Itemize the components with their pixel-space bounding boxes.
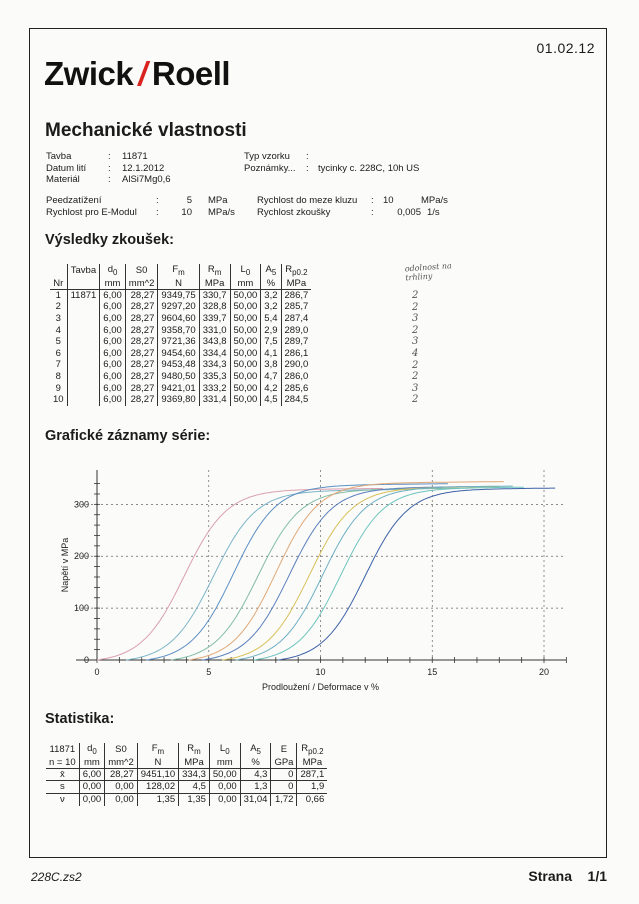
unit-cell: MPa (179, 757, 210, 769)
cell-nr: 2 (55, 301, 61, 313)
stats-row (46, 781, 327, 794)
cell-l0: 50,00 (230, 301, 261, 313)
col-header: $d_0$ (100, 264, 126, 278)
cell-l0: 50,00 (230, 394, 261, 406)
cell-fm: 9454,60 (158, 348, 199, 360)
cell-fm: 9453,48 (158, 359, 199, 371)
handwritten-mark: 4 (412, 347, 419, 359)
cell-fm: 9421,01 (158, 383, 199, 395)
cell-a5: 5,4 (261, 313, 281, 325)
cell-fm: 9604,60 (158, 313, 199, 325)
meta-label: Poznámky... (244, 162, 296, 174)
meta-value: 11871 (122, 151, 148, 162)
stats-cell: 28,27 (105, 768, 138, 781)
stats-table (46, 743, 327, 806)
y-tick-label: 0 (83, 655, 89, 665)
cell-a5: 4,1 (261, 348, 281, 360)
param-label: Rychlost zkoušky (257, 206, 331, 218)
x-tick-label: 5 (206, 667, 212, 677)
param-unit: MPa (208, 195, 228, 206)
unit-cell: mm^2 (105, 757, 138, 769)
stats-row-label: s (46, 781, 79, 794)
meta-value: 12.1.2012 (122, 162, 165, 174)
cell-rm: 328,8 (199, 301, 230, 313)
cell-a5: 7,5 (261, 336, 281, 348)
series-line-6 (202, 487, 486, 661)
col-header: $A_5$ (261, 264, 281, 278)
param-unit: 1/s (427, 206, 440, 218)
unit-cell: mm (100, 278, 126, 290)
stats-row-label: ν (46, 794, 79, 806)
stats-corner: n = 10 (49, 756, 76, 768)
cell-nr: 3 (55, 313, 61, 325)
cell-l0: 50,00 (230, 313, 261, 325)
param-unit: MPa/s (421, 195, 448, 206)
series-line-9 (254, 487, 524, 660)
param-label: Rychlost pro E-Modul (46, 206, 137, 218)
x-tick-label: 15 (427, 667, 438, 677)
cell-l0: 50,00 (230, 359, 261, 371)
cell-rm: 335,3 (199, 371, 230, 383)
cell-nr: 4 (55, 324, 61, 336)
cell-rp02: 289,7 (281, 336, 311, 348)
col-header: Nr (53, 277, 64, 289)
col-header: $d_0$ (79, 743, 105, 757)
col-header: $L_0$ (209, 743, 240, 757)
stats-cell: 1,35 (179, 794, 210, 806)
results-heading: Výsledky zkoušek: (45, 232, 174, 248)
cell-s0: 28,27 (125, 336, 158, 348)
handwritten-mark: 2 (412, 371, 419, 383)
unit-cell: N (137, 757, 178, 769)
handwritten-mark: 3 (412, 382, 419, 394)
cell-s0: 28,27 (125, 325, 158, 337)
cell-s0: 28,27 (125, 348, 158, 360)
col-header: $L_0$ (230, 264, 261, 278)
cell-nr: 1 (50, 289, 67, 301)
col-header: Tavba (67, 264, 100, 278)
stats-cell: 4,3 (240, 768, 271, 781)
report-date: 01.02.12 (536, 40, 595, 56)
stats-cell: 128,02 (137, 781, 178, 794)
stats-cell: 0,00 (105, 794, 138, 806)
cell-l0: 50,00 (230, 336, 261, 348)
unit-cell: MPa (199, 278, 230, 290)
meta-value: AlSi7Mg0,6 (122, 174, 171, 185)
cell-a5: 3,2 (261, 289, 281, 301)
x-axis-label: Prodloužení / Deformace v % (261, 682, 380, 692)
stats-cell: 1,72 (271, 794, 297, 806)
cell-rm: 334,4 (199, 348, 230, 360)
handwritten-mark: 3 (412, 336, 419, 348)
meta-label: Tavba (46, 151, 72, 162)
stats-row (46, 768, 327, 781)
cell-s0: 28,27 (125, 313, 158, 325)
series-line-8 (236, 486, 513, 660)
handwritten-mark: 2 (412, 324, 419, 336)
col-header: $R_m$ (179, 743, 210, 757)
cell-s0: 28,27 (125, 359, 158, 371)
cell-l0: 50,00 (230, 348, 261, 360)
cell-d0: 6,00 (100, 301, 126, 313)
cell-a5: 4,2 (261, 383, 281, 395)
stats-cell: 1,3 (240, 781, 271, 794)
cell-l0: 50,00 (230, 289, 261, 301)
cell-rp02: 286,7 (281, 289, 311, 301)
cell-l0: 50,00 (230, 371, 261, 383)
cell-fm: 9297,20 (158, 301, 199, 313)
handwritten-mark: 2 (412, 394, 419, 406)
logo-slash-icon: / (138, 55, 147, 92)
unit-cell: mm (79, 757, 105, 769)
x-tick-label: 10 (315, 667, 326, 677)
col-header: $R_{p0.2}$ (297, 743, 327, 757)
handwritten-header: odolnost na trhliny (404, 261, 453, 283)
cell-d0: 6,00 (100, 348, 126, 360)
meta-right: Typ vzorku : Poznámky... : tycinky c. 228C, 10h US (244, 151, 420, 174)
cell-fm: 9369,80 (158, 394, 199, 406)
cell-a5: 4,5 (261, 394, 281, 406)
stats-cell: 0 (271, 768, 297, 781)
param-label: Peedzatížení (46, 195, 102, 206)
col-header: S0 (125, 264, 158, 278)
stats-cell: 0,00 (79, 794, 105, 806)
cell-fm: 9721,36 (158, 336, 199, 348)
unit-cell: N (158, 278, 199, 290)
cell-rp02: 285,6 (281, 383, 311, 395)
cell-rp02: 286,1 (281, 348, 311, 360)
stats-cell: 50,00 (209, 768, 240, 781)
cell-d0: 6,00 (100, 336, 126, 348)
meta-label: Datum lití (46, 162, 87, 174)
meta-left: Tavba : 11871 Datum lití : 12.1.2012 Materiál : AlSi7Mg0,6 (46, 151, 171, 185)
cell-d0: 6,00 (100, 313, 126, 325)
stats-cell: 0,66 (297, 794, 327, 806)
chart-heading: Grafické záznamy série: (45, 428, 211, 444)
col-header: $F_m$ (137, 743, 178, 757)
col-header: $F_m$ (158, 264, 199, 278)
handwritten-mark: 2 (412, 290, 419, 301)
cell-nr: 9 (55, 382, 61, 394)
y-axis-label: Napětí v MPa (60, 537, 70, 593)
stats-cell: 334,3 (179, 768, 210, 781)
cell-a5: 2,9 (261, 325, 281, 337)
cell-rm: 343,8 (199, 336, 230, 348)
stats-cell: 1,35 (137, 794, 178, 806)
x-tick-label: 20 (538, 667, 550, 677)
cell-nr: 7 (55, 359, 61, 371)
y-tick-label: 100 (73, 603, 89, 614)
stats-cell: 0,00 (79, 781, 105, 794)
logo-left: Zwick (44, 55, 134, 92)
cell-d0: 6,00 (100, 394, 126, 406)
meta-label: Typ vzorku (244, 151, 290, 162)
cell-s0: 28,27 (125, 301, 158, 313)
series-line-5 (189, 482, 504, 660)
param-value: 0,005 (397, 206, 421, 218)
cell-rm: 333,2 (199, 383, 230, 395)
params-right: Rychlost do meze kluzu : 10 MPa/s Rychlost zkoušky : 0,005 1/s (257, 195, 448, 218)
stats-cell: 0,00 (105, 781, 138, 794)
cell-fm: 9349,75 (158, 289, 199, 301)
param-value: 10 (383, 195, 394, 206)
cell-s0: 28,27 (125, 394, 158, 406)
stats-header-row (46, 743, 327, 757)
cell-rp02: 285,7 (281, 301, 311, 313)
cell-d0: 6,00 (100, 383, 126, 395)
y-tick-label: 300 (73, 499, 89, 510)
col-header: $R_{p0.2}$ (281, 264, 311, 278)
stats-cell: 1,9 (297, 781, 327, 794)
cell-rm: 339,7 (199, 313, 230, 325)
unit-cell: GPa (271, 757, 297, 769)
x-tick-label: 0 (94, 667, 100, 677)
cell-s0: 28,27 (125, 371, 158, 383)
handwritten-mark: 2 (412, 301, 419, 313)
cell-l0: 50,00 (230, 325, 261, 337)
meta-value: tycinky c. 228C, 10h US (318, 162, 420, 174)
cell-d0: 6,00 (100, 371, 126, 383)
unit-cell: mm^2 (125, 278, 158, 290)
stats-row (46, 794, 327, 806)
stats-cell: 287,1 (297, 768, 327, 781)
stats-cell: 0 (271, 781, 297, 794)
series-line-3 (146, 484, 448, 660)
cell-rp02: 287,4 (281, 313, 311, 325)
cell-s0: 28,27 (125, 383, 158, 395)
cell-d0: 6,00 (100, 289, 126, 301)
stats-cell: 4,5 (179, 781, 210, 794)
cell-d0: 6,00 (100, 359, 126, 371)
cell-nr: 6 (55, 347, 61, 359)
cell-rp02: 284,5 (281, 394, 311, 406)
cell-nr: 5 (55, 336, 61, 348)
param-unit: MPa/s (208, 206, 235, 218)
cell-rp02: 289,0 (281, 325, 311, 337)
cell-l0: 50,00 (230, 383, 261, 395)
cell-a5: 3,2 (261, 301, 281, 313)
cell-fm: 9358,70 (158, 325, 199, 337)
param-value: 5 (186, 195, 192, 206)
series-line-10 (278, 488, 555, 660)
col-header: S0 (105, 743, 138, 757)
unit-cell: % (261, 278, 281, 290)
stats-unit-row (46, 757, 327, 769)
handwritten-mark: 3 (412, 313, 419, 325)
cell-nr: 10 (53, 394, 64, 406)
stats-row-label: x̄ (46, 768, 79, 781)
logo-right: Roell (151, 55, 231, 92)
stats-corner: 11871 (49, 744, 76, 756)
stats-cell: 6,00 (79, 768, 105, 781)
y-tick-label: 200 (73, 551, 89, 562)
cell-fm: 9480,50 (158, 371, 199, 383)
page-number: Strana 1/1 (528, 868, 607, 884)
col-header: $A_5$ (240, 743, 271, 757)
stats-cell: 31,04 (240, 794, 271, 806)
cell-rm: 330,7 (199, 289, 230, 301)
cell-rm: 334,3 (199, 359, 230, 371)
cell-rm: 331,0 (199, 325, 230, 337)
cell-nr: 8 (55, 371, 61, 383)
page-title: Mechanické vlastnosti (45, 120, 247, 141)
stats-cell: 0,00 (209, 781, 240, 794)
unit-cell: MPa (297, 757, 327, 769)
cell-a5: 3,8 (261, 359, 281, 371)
cell-d0: 6,00 (100, 325, 126, 337)
params-left: Peedzatížení : 5 MPa Rychlost pro E-Modul : 10 MPa/s (46, 195, 235, 218)
handwritten-mark: 2 (412, 359, 419, 371)
unit-cell: % (240, 757, 271, 769)
cell-rp02: 290,0 (281, 359, 311, 371)
col-header: $R_m$ (199, 264, 230, 278)
col-header: E (271, 743, 297, 757)
meta-label: Materiál (46, 174, 80, 185)
unit-cell: mm (230, 278, 261, 290)
stats-cell: 9451,10 (137, 768, 178, 781)
file-name: 228C.zs2 (31, 870, 82, 884)
param-label: Rychlost do meze kluzu (257, 195, 358, 206)
cell-rm: 331,4 (199, 394, 230, 406)
cell-rp02: 286,0 (281, 371, 311, 383)
unit-cell: MPa (281, 278, 311, 290)
unit-cell: mm (209, 757, 240, 769)
stats-cell: 0,00 (209, 794, 240, 806)
cell-tavba: 11871 (67, 289, 100, 301)
stats-heading: Statistika: (45, 711, 115, 727)
param-value: 10 (181, 206, 192, 218)
cell-s0: 28,27 (125, 289, 158, 301)
cell-a5: 4,7 (261, 371, 281, 383)
